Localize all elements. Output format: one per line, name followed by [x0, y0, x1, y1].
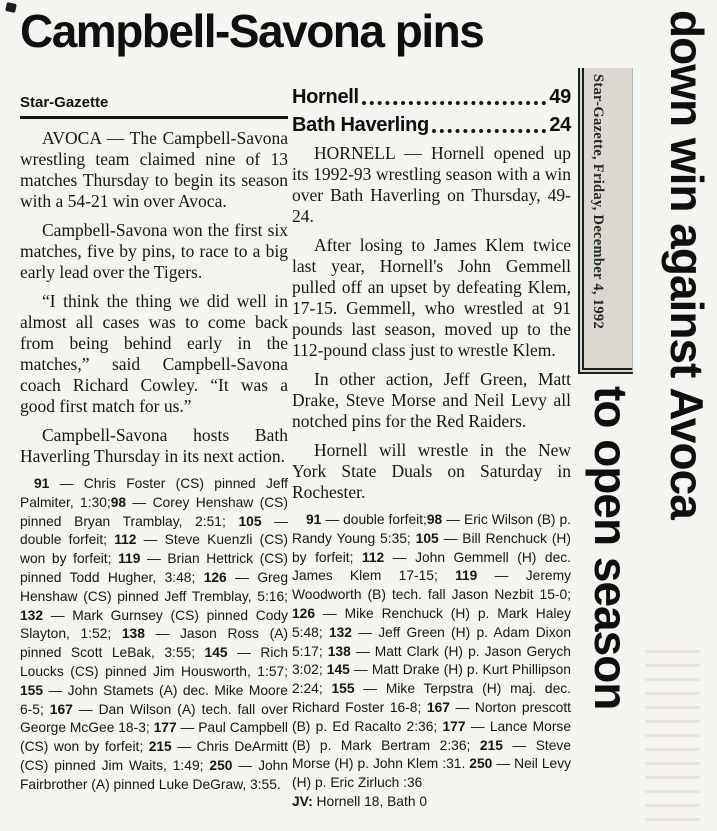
result-text: — Matt Drake (H) p. Kurt Phillipson 2:24; [292, 662, 571, 697]
result-text: — double forfeit; [20, 513, 288, 548]
byline-rule [20, 116, 288, 119]
middle-column [292, 86, 571, 812]
left-column [20, 94, 288, 795]
result-text: — Rich Loucks (CS) pinned Jim Housworth, 1:57; [20, 645, 288, 679]
weight-class-number: 119 [455, 568, 478, 584]
result-text: — Lance Morse (B) p. Mark Bertram 2:36; [292, 718, 571, 753]
result-text: — Bill Renchuck (H) by forfeit; [292, 530, 571, 565]
weight-class-number: 98 [426, 512, 443, 527]
result-text: — Mike Renchuck (H) p. Mark Haley 5:48; [292, 605, 571, 640]
result-text: — Steve Morse (H) p. John Klem :31. [292, 737, 571, 772]
result-text: — John Gemmell (H) dec. James Klem 17-15; [292, 549, 572, 584]
weight-class-number: 155 [331, 681, 355, 697]
result-text: — Jeff Green (H) p. Adam Dixon 5:17; [292, 624, 571, 659]
weight-class-number: JV: [292, 793, 313, 809]
weight-class-number: 145 [204, 645, 228, 661]
result-text: — John Stamets (A) dec. Mike Moore 6-5; [20, 682, 288, 717]
paragraph: In other action, Jeff Green, Matt Drake, Steve Morse and Neil Levy all notched pins for the Red Raiders. [292, 369, 571, 431]
weight-class-number: 215 [479, 737, 503, 753]
weight-class-number: 112 [361, 549, 385, 565]
paragraph: “I think the thing we did well in almost all cases was to come back from being behind early in the matches,” said Campbell-Savona coach Richard Cowley. “It was a good first match for us.” [20, 291, 288, 416]
scoreline-bath-haverling [292, 114, 571, 137]
weight-class-number: 119 [118, 551, 141, 567]
weight-class-number: 155 [20, 682, 44, 698]
result-text: — Jeremy Woodworth (B) tech. fall Jason Nezbit 15-0; [292, 568, 571, 603]
result-text: — Brian Hettrick (CS) pinned Todd Hugher, 3:48; [20, 551, 288, 585]
headline-vertical-line1: down win against Avoca [661, 10, 713, 519]
weight-class-number: 250 [209, 757, 233, 773]
scoreline-hornell [292, 86, 571, 109]
scoreboard [292, 86, 571, 137]
result-text: — Steve Kuenzli (CS) won by forfeit; [20, 532, 288, 567]
paragraph: After losing to James Klem twice last year, Hornell's John Gemmell pulled off an upset by defeating Klem, 17-15. Gemmell, who wrestled at 91 pounds last season, moved up to the 112-pound class just to wrestle Klem. [292, 235, 571, 360]
team-score: 24 [549, 114, 571, 136]
result-text: Hornell 18, Bath 0 [312, 793, 427, 809]
weight-class-number: 112 [114, 532, 137, 548]
dot-leader [362, 101, 547, 105]
hornell-results-agate [292, 511, 571, 793]
weight-class-number: 132 [20, 607, 44, 623]
scan-artifact [645, 650, 700, 825]
weight-class-number: 126 [292, 605, 316, 621]
result-text: — John Fairbrother (A) pinned Luke DeGraw, 3:55. [20, 757, 288, 792]
result-text: — Eric Wilson (B) p. Randy Young 5:35; [292, 512, 571, 546]
result-text: — Corey Henshaw (CS) pinned Bryan Tramblay, 2:51; [20, 494, 288, 529]
weight-class-number: 215 [148, 739, 172, 755]
paragraph: HORNELL — Hornell opened up its 1992-93 wrestling season with a win over Bath Haverling on Thursday, 49-24. [292, 143, 571, 226]
weight-class-number: 167 [49, 701, 73, 717]
date-strip-text: Star-Gazette, Friday, December 4, 1992 [590, 74, 606, 330]
hornell-story-body [292, 143, 571, 503]
result-text: — Mark Gurnsey (CS) pinned Cody Slayton, 1:52; [20, 607, 288, 642]
headline-vertical-line2: to open season [585, 386, 637, 710]
weight-class-number: 250 [469, 756, 493, 772]
team-name: Hornell [292, 86, 359, 108]
paragraph: Campbell-Savona hosts Bath Haverling Thursday in its next action. [20, 425, 288, 466]
weight-class-number: 167 [426, 699, 450, 715]
jv-result-line [292, 793, 571, 812]
date-strip [578, 68, 633, 374]
result-text: — Mike Terpstra (H) maj. dec. Richard Foster 16-8; [292, 681, 571, 715]
weight-class-number: 98 [110, 494, 127, 510]
headline-main: Campbell-Savona pins [20, 5, 484, 57]
paragraph: Campbell-Savona won the first six matches, five by pins, to race to a big early lead over the Tigers. [20, 220, 288, 282]
result-text: — Dan Wilson (A) tech. fall over George McGee 18-3; [20, 701, 288, 736]
result-text: — Chris DeArmitt (CS) pinned Jim Waits, 1:49; [20, 739, 288, 773]
weight-class-number: 138 [327, 643, 351, 659]
weight-class-number: 91 [34, 476, 50, 491]
result-text: — Norton prescott (B) p. Ed Racalto 2:36; [292, 699, 571, 734]
result-text: — double forfeit; [321, 512, 427, 527]
result-text: — Paul Campbell (CS) won by forfeit; [20, 720, 288, 755]
weight-class-number: 138 [121, 626, 145, 642]
team-score: 49 [549, 86, 571, 108]
paragraph: AVOCA — The Campbell-Savona wrestling team claimed nine of 13 matches Thursday to begin its season with a 54-21 win over Avoca. [20, 128, 288, 211]
weight-class-number: 91 [306, 512, 322, 527]
weight-class-number: 177 [442, 718, 466, 734]
weight-class-number: 105 [415, 530, 439, 546]
weight-class-number: 177 [153, 720, 177, 736]
paragraph: Hornell will wrestle in the New York State Duals on Saturday in Rochester. [292, 440, 571, 502]
dot-leader [432, 129, 546, 133]
weight-class-number: 132 [328, 624, 352, 640]
result-text: — Greg Henshaw (CS) pinned Jeff Tremblay, 5:16; [20, 569, 288, 604]
weight-class-number: 126 [203, 569, 227, 585]
result-text: — Neil Levy (H) p. Eric Zirluch :36 [292, 756, 571, 791]
byline: Star-Gazette [20, 94, 109, 111]
result-text: — Matt Clark (H) p. Jason Gerych 3:02; [292, 643, 571, 678]
weight-class-number: 105 [238, 513, 262, 529]
avoca-story-body [20, 128, 288, 467]
result-text: — Jason Ross (A) pinned Scott LeBak, 3:55; [20, 626, 288, 661]
scan-speck [5, 2, 17, 13]
weight-class-number: 145 [326, 662, 350, 678]
result-text: — Chris Foster (CS) pinned Jeff Palmiter, 1:30; [20, 476, 288, 510]
team-name: Bath Haverling [292, 114, 429, 136]
avoca-results-agate [20, 475, 288, 795]
